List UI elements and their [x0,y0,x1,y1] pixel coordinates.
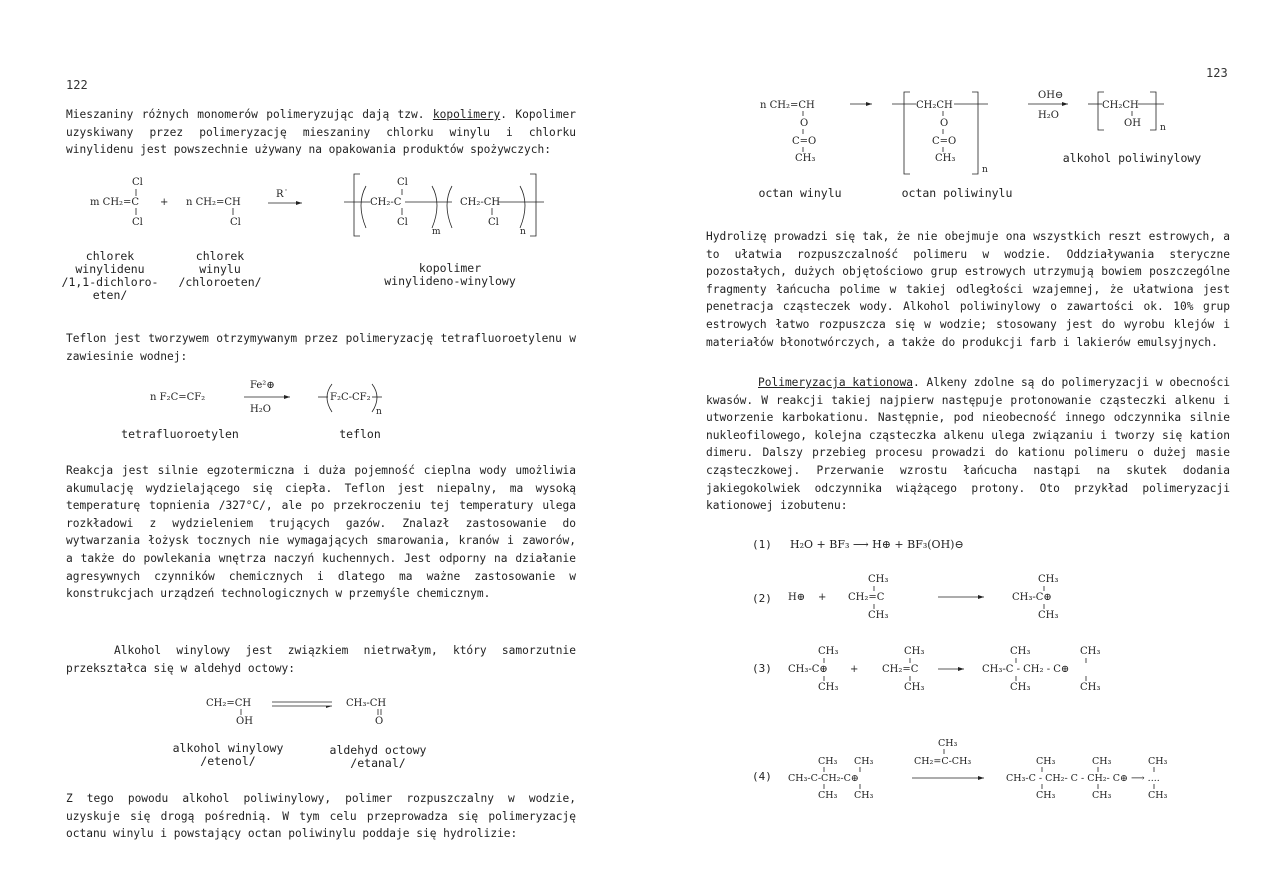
left-page [0,0,600,893]
paragraph-alkohol-winylowy: Alkohol winylowy jest związkiem nietrwałym, który samorzutnie przekształca się w aldehyd octowy: [66,644,576,675]
tautomer-scheme [206,694,426,734]
label-kopolimer: kopolimer winylideno-winylowy [384,261,516,288]
svg-text:Cl: Cl [132,177,143,188]
paragraph-hydroliza: Hydrolizę prowadzi się tak, że nie obejmuje ona wszystkich reszt estrowych, a to ułatwia rozpuszczalność polimeru w wodzie. Oddziaływania steryczne pozostałych, dużych objętościowo grup estrowych utrzymują bowiem poszczególne fragmenty łańcucha polime w takiej odległości wzajemnej, że ułatwiona jest penetracja cząsteczek wody. Alkohol poliwinylowy o zawartości ok. 10% grup estrowych łatwo rozpuszcza się w wodzie; stosowany jest do wyrobu klejów i materiałów błonotwórczych, a także do produkcji farb i lakierów emulsyjnych. [706,230,1230,349]
right-page [640,0,1263,893]
svg-text:CH₃: CH₃ [1092,790,1112,801]
paragraph-teflon-properties: Reakcja jest silnie egzotermiczna i duża pojemność cieplna wody umożliwia akumulację wydzielającego się ciepła. Teflon jest niepalny, ma wysoką temperaturę topnienia /327°C/, ale po przekroczeniu tej temperatury ulega rozkładowi z wydzieleniem trujących gazów. Znalazł zastosowanie do wytwarzania łożysk tocznych nie wymagających smarowania, kranów i zaworów, a także do powlekania wnętrza naczyń kuchennych. Jest odporny na działanie agresywnych czynników chemicznych i dlatego ma ważne zastosowanie w konstrukcjach urządzeń technologicznych w przemyśle chemicznym. [66,464,576,601]
label-chlorek-winylidenu: chlorek winylidenu /1,1-dichloro- eten/ [61,249,159,302]
term-polimeryzacja-kationowa: Polimeryzacja kationowa [758,376,913,389]
svg-text:CH₃: CH₃ [1010,682,1031,693]
svg-text:CH₃: CH₃ [868,610,889,621]
label-h2o: H₂O [1038,110,1059,121]
svg-text:OH: OH [236,716,253,727]
svg-text:CH₃: CH₃ [818,682,839,693]
svg-text:+: + [160,197,169,208]
svg-text:O: O [940,118,949,129]
page-number: 122 [66,78,88,92]
svg-text:CH₃: CH₃ [1038,574,1059,585]
svg-text:+: + [818,592,827,603]
svg-text:H₂O: H₂O [250,404,271,415]
svg-text:CH₂=C: CH₂=C [882,664,919,675]
svg-text:n CH₂=CH: n CH₂=CH [186,197,241,208]
svg-text:Cl: Cl [488,217,499,228]
svg-text:CH₂=C: CH₂=C [848,592,885,603]
teflon-scheme [150,380,450,430]
paragraph-poliwinylowy: Z tego powodu alkohol poliwinylowy, polimer rozpuszczalny w wodzie, uzyskuje się drogą pośrednią. W tym celu przeprowadza się polimeryzację octanu winylu i powstający octan poliwinylu poddaje się hydrolizie: [66,792,576,841]
svg-text:+: + [850,664,859,675]
svg-text:n: n [1160,123,1166,133]
equation-1-number: (1) [752,538,772,551]
svg-text:CH₃: CH₃ [818,756,838,767]
svg-text:CH₃-C⊕: CH₃-C⊕ [788,664,828,675]
svg-text:CH₃: CH₃ [795,153,816,164]
svg-text:n CH₂=CH: n CH₂=CH [760,100,815,111]
svg-text:CH₃-C - CH₂ - C⊕: CH₃-C - CH₂ - C⊕ [982,664,1070,675]
paragraph-kopolimery: Mieszaniny różnych monomerów polimeryzując dają tzw. kopolimery. Kopolimer uzyskiwany przez polimeryzację mieszaniny chlorku winylu i chlorku winylidenu jest powszechnie używany na opakowania produktów spożywczych: [66,108,576,157]
svg-text:CH₃-CH: CH₃-CH [346,698,387,709]
svg-text:Cl: Cl [132,217,143,228]
svg-text:CH₃: CH₃ [1092,756,1112,767]
svg-text:CH₃: CH₃ [1010,646,1031,657]
svg-text:H⊕: H⊕ [788,592,806,603]
svg-text:n: n [520,227,526,237]
svg-text:m: m [432,227,441,237]
svg-text:CH₃: CH₃ [1036,790,1056,801]
svg-text:O: O [800,118,809,129]
svg-text:CH₃-C⊕: CH₃-C⊕ [1012,592,1052,603]
svg-text:CH₃: CH₃ [818,790,838,801]
label-chlorek-winylu: chlorek winylu /chloroeten/ [178,249,262,289]
svg-text:n F₂C=CF₂: n F₂C=CF₂ [150,392,206,403]
svg-text:CH₃: CH₃ [904,682,925,693]
term-kopolimery: kopolimery [432,108,501,121]
label-oh-catalyst: OH⊖ [1038,90,1064,101]
label-tetrafluoroetylen: tetrafluoroetylen [121,427,239,441]
svg-text:CH₃: CH₃ [868,574,889,585]
svg-text:CH₃: CH₃ [1080,682,1101,693]
svg-text:CH₃: CH₃ [818,646,839,657]
svg-text:Cl: Cl [397,177,408,188]
label-teflon: teflon [339,427,381,441]
svg-text:C=O: C=O [932,136,957,147]
svg-text:m CH₂=C: m CH₂=C [90,197,140,208]
svg-text:CH₃-C - CH₂- C - CH₂- C⊕ ⟶ ..: CH₃-C - CH₂- C - CH₂- C⊕ ⟶ .... [1006,773,1160,784]
equation-2-number: (2) [752,592,772,605]
equation-1: H₂O + BF₃ ⟶ H⊕ + BF₃(OH)⊖ [790,538,964,551]
label-octan-winylu: octan winylu [758,186,842,200]
label-alkohol-winylowy: alkohol winylowy /etenol/ [172,741,284,768]
svg-text:Cl: Cl [230,217,241,228]
svg-text:Cl: Cl [397,217,408,228]
svg-text:C=O: C=O [792,136,817,147]
svg-text:CH₂=C-CH₃: CH₂=C-CH₃ [914,756,972,767]
svg-text:CH₂CH: CH₂CH [916,100,953,111]
svg-text:CH₃-C-CH₂-C⊕: CH₃-C-CH₂-C⊕ [788,773,859,784]
svg-text:F₂C-CF₂: F₂C-CF₂ [330,392,371,403]
equation-3-number: (3) [752,662,772,675]
label-aldehyd-octowy: aldehyd octowy /etanal/ [329,743,427,770]
svg-text:CH₃: CH₃ [1148,790,1168,801]
label-octan-poliwinylu: octan poliwinylu [901,186,1013,200]
svg-text:CH₃: CH₃ [935,153,956,164]
equation-2 [788,572,1248,622]
svg-text:CH₃: CH₃ [938,738,958,749]
equation-4 [788,734,1258,814]
svg-text:CH₃: CH₃ [854,790,874,801]
paragraph-teflon: Teflon jest tworzywem otrzymywanym przez polimeryzację tetrafluoroetylenu w zawiesinie wodnej: [66,332,576,363]
page-number: 123 [1206,66,1228,80]
equation-4-number: (4) [752,770,772,783]
svg-text:CH₂=CH: CH₂=CH [206,698,252,709]
svg-text:OH: OH [1124,118,1141,129]
svg-text:O: O [375,716,384,727]
svg-text:CH₃: CH₃ [904,646,925,657]
svg-text:CH₃: CH₃ [1080,646,1101,657]
svg-text:CH₃: CH₃ [854,756,874,767]
svg-text:CH₂-C: CH₂-C [370,197,402,208]
paragraph-polimeryzacja-kationowa: Polimeryzacja kationowa. Alkeny zdolne są do polimeryzacji w obecności kwasów. W reakcji takiej najpierw następuje protonowanie cząsteczki alkenu i utworzenie karbokationu. Następnie, pod nieobecność innego odczynnika silnie nukleofilowego, kolejna cząsteczka alkenu ulega związaniu i tworzy się kation dimeru. Dalszy przebieg procesu prowadzi do kationu polimeru o dużej masie cząsteczkowej. Przerwanie wzrostu łańcucha nastąpi na skutek dodania jakiegokolwiek odczynnika wiążącego protony. Oto przykład polimeryzacji kationowej izobutenu: [706,376,1230,513]
svg-text:CH₃: CH₃ [1038,610,1059,621]
label-alkohol-poliwinylowy: alkohol poliwinylowy [1062,151,1202,165]
svg-text:R˙: R˙ [276,189,289,200]
svg-text:n: n [982,165,988,175]
svg-text:Fe²⊕: Fe²⊕ [250,380,275,391]
svg-text:CH₃: CH₃ [1148,756,1168,767]
svg-text:n: n [376,407,382,417]
svg-text:CH₂CH: CH₂CH [1102,100,1139,111]
equation-3 [788,644,1248,694]
svg-text:CH₂-CH: CH₂-CH [460,197,501,208]
svg-text:CH₃: CH₃ [1036,756,1056,767]
